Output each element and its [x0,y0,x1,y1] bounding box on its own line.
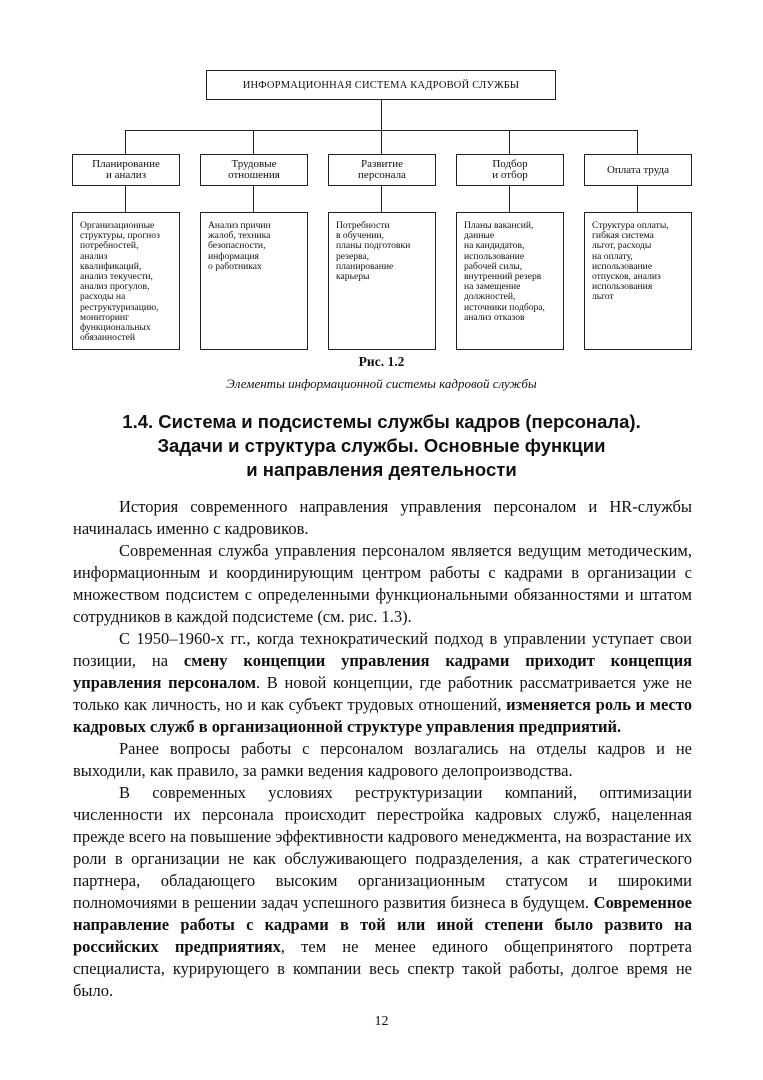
category-development [328,154,436,186]
paragraph-3-part-a: С 1950–1960-х гг., когда технократический подход в управлении уступает свои позиции, на [73,629,692,670]
heading-line-2: Задачи и структура службы. Основные функции [157,435,606,456]
connector-drop-5 [637,130,638,154]
figure-number: Рис. 1.2 [358,354,405,369]
details-labor-relations [200,212,308,350]
category-recruitment [456,154,564,186]
paragraph-3-emphasis-1: смену концепции управления кадрами приходит концепция управления персоналом [73,651,692,692]
body-text [73,496,692,1002]
paragraph-3-emphasis-2: изменяется роль и место кадровых служб в организационной структуре управления предприятий. [73,695,692,736]
figure-caption: Элементы информационной системы кадровой службы [226,376,537,391]
connector-sub-1 [125,186,126,212]
details-development-text: Потребности в обучении, планы подготовки резерва, планирование карьеры [336,220,411,283]
category-planning-label: Планирование и анализ [92,158,160,181]
connector-drop-1 [125,130,126,154]
details-compensation-text: Структура оплаты, гибкая система льгот, расходы на оплату, использование отпусков, анализ использования льгот [592,220,669,303]
details-planning-text: Организационные структуры, прогноз потребностей, анализ квалификаций, анализ текучести, анализ прогулов, расходы на реструктуризацию, мониторинг функциональных обязанностей [80,220,160,344]
heading-line-3: и направления деятельности [246,459,517,480]
paragraph-3-part-c: . В новой концепции, где работник рассматривается уже не только как личность, но и как субъект трудовых отношений, [73,673,692,714]
details-planning [72,212,180,350]
details-development [328,212,436,350]
details-compensation [584,212,692,350]
category-recruitment-label: Подбор и отбор [492,158,528,181]
connector-drop-2 [253,130,254,154]
category-compensation-label: Оплата труда [606,163,670,176]
category-labor-relations-label: Трудовые отношения [228,158,280,181]
details-recruitment [456,212,564,350]
information-system-diagram [0,0,763,360]
details-labor-relations-text: Анализ причин жалоб, техника безопасности, информация о работниках [208,220,271,272]
connector-sub-4 [509,186,510,212]
connector-drop-3 [381,130,382,154]
paragraph-5-emphasis: Современное направление работы с кадрами в той или иной степени было развито на российских предприятиях [73,893,692,956]
details-recruitment-text: Планы вакансий, данные на кандидатов, использование рабочей силы, внутренний резерв на замещение должностей, источники подбора, анализ отказов [464,220,545,323]
paragraph-5-part-c: , тем не менее единого общепринятого портрета специалиста, курирующего в компании весь спектр такой работы, долгое время не было. [73,937,693,1000]
category-labor-relations [200,154,308,186]
connector-vertical-main [381,100,382,130]
diagram-top-box: ИНФОРМАЦИОННАЯ СИСТЕМА КАДРОВОЙ СЛУЖБЫ [206,70,556,100]
paragraph-2: Современная служба управления персоналом является ведущим методическим, информационным и координирующим центром работы с кадрами в организации с множеством подсистем с определенными функциональными обязанностями и штатом сотрудников в каждой подсистеме (см. рис. 1.3). [73,541,692,626]
paragraph-3 [73,628,692,738]
connector-sub-3 [381,186,382,212]
paragraph-5-part-a: В современных условиях реструктуризации компаний, оптимизации численности их персонала происходит перестройка кадровых служб, нацеленная прежде всего на повышение эффективности кадрового менеджмента, на возрастание их роли в организации не как обслуживающего подразделения, а как стратегического партнера, обладающего высоким организационным статусом и широкими полномочиями в решении задач успешного развития бизнеса в будущем. [73,783,692,912]
paragraph-4: Ранее вопросы работы с персоналом возлагались на отделы кадров и не выходили, как правило, за рамки ведения кадрового делопроизводства. [73,739,692,780]
connector-sub-2 [253,186,254,212]
connector-drop-4 [509,130,510,154]
connector-sub-5 [637,186,638,212]
heading-line-1: 1.4. Система и подсистемы службы кадров (персонала). [122,411,641,432]
category-compensation [584,154,692,186]
page-number: 12 [374,1014,389,1029]
category-planning [72,154,180,186]
paragraph-5 [73,782,692,1002]
paragraph-1: История современного направления управления персоналом и HR-службы начиналась именно с кадровиков. [73,497,692,538]
category-development-label: Развитие персонала [358,158,406,181]
section-heading [0,410,763,482]
